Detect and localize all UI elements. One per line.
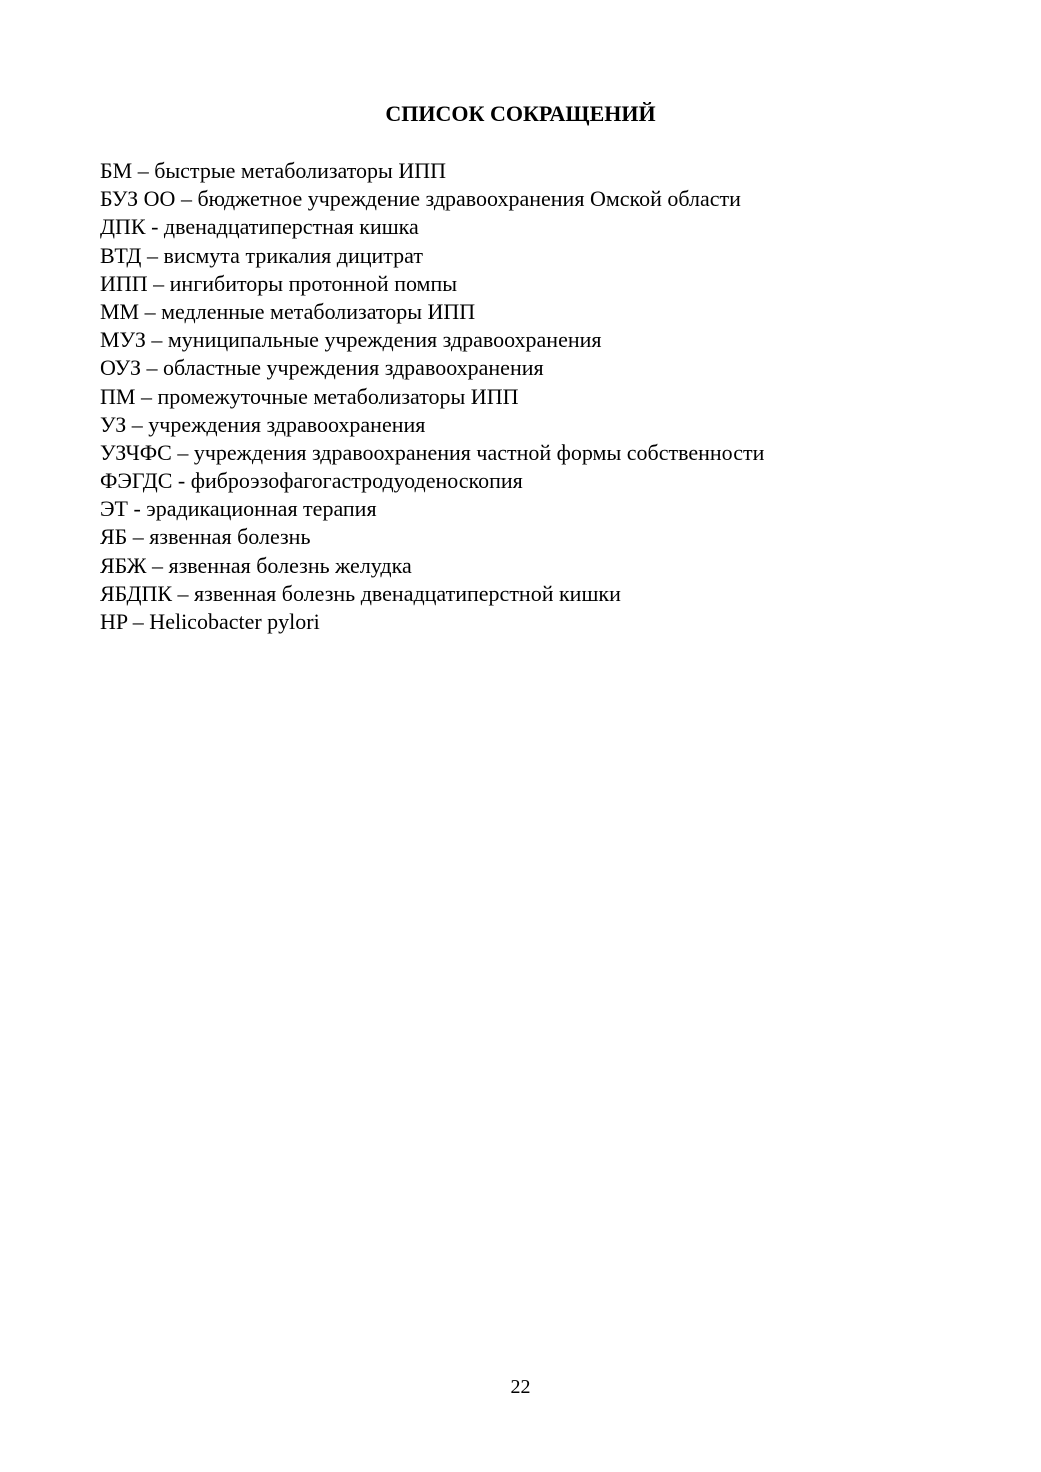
- abbreviation-item: БМ – быстрые метаболизаторы ИПП: [100, 158, 447, 183]
- abbreviation-item: УЗ – учреждения здравоохранения: [100, 411, 426, 437]
- abbreviation-item: ИПП – ингибиторы протонной помпы: [100, 270, 458, 296]
- abbreviation-item: УЗЧФС – учреждения здравоохранения частной формы собственности: [100, 439, 765, 465]
- abbreviation-item: ММ – медленные метаболизаторы ИПП: [100, 298, 476, 324]
- abbreviation-item: БУЗ ОО – бюджетное учреждение здравоохранения Омской области: [100, 186, 741, 212]
- abbreviation-item: ВТД – висмута трикалия дицитрат: [100, 242, 423, 268]
- abbreviation-item: ПМ – промежуточные метаболизаторы ИПП: [100, 383, 519, 409]
- abbreviation-item: ЯБ – язвенная болезнь: [100, 524, 311, 550]
- abbreviation-item: ЭТ - эрадикационная терапия: [100, 496, 377, 522]
- abbreviation-list: [100, 157, 960, 636]
- abbreviation-item: ДПК - двенадцатиперстная кишка: [100, 214, 419, 240]
- page-title: СПИСОК СОКРАЩЕНИЙ: [385, 101, 656, 126]
- abbreviation-item: HP – Helicobacter pylori: [100, 609, 320, 634]
- abbreviation-item: ОУЗ – областные учреждения здравоохранения: [100, 355, 544, 381]
- abbreviation-item: ЯБЖ – язвенная болезнь желудка: [100, 552, 412, 578]
- abbreviation-item: ЯБДПК – язвенная болезнь двенадцатиперстной кишки: [100, 580, 621, 606]
- abbreviation-item: ФЭГДС - фиброэзофагогастродуоденоскопия: [100, 468, 523, 494]
- page-number: 22: [510, 1376, 531, 1398]
- abbreviation-item: МУЗ – муниципальные учреждения здравоохранения: [100, 327, 602, 353]
